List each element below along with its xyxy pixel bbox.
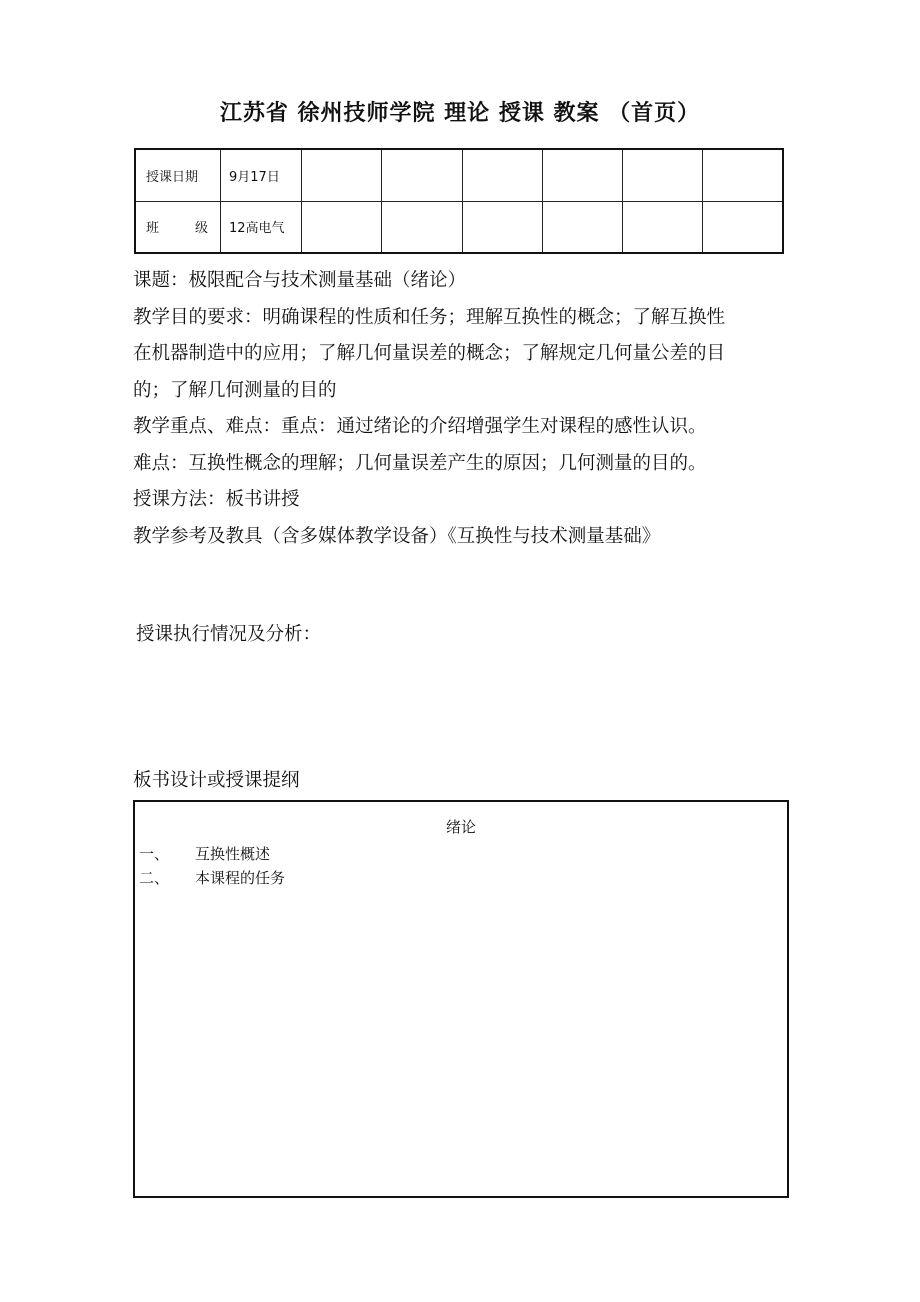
list-item-text: 互换性概述 (195, 845, 271, 863)
list-item-number: 二、 (139, 869, 170, 887)
class-value: 12高电气 (221, 201, 302, 253)
empty-cell (302, 149, 382, 201)
info-table (134, 148, 784, 254)
empty-cell (703, 201, 783, 253)
empty-cell (302, 201, 382, 253)
empty-cell (703, 149, 783, 201)
board-heading: 板书设计或授课提纲 (133, 770, 300, 791)
teaching-references: 教学参考及教具（含多媒体教学设备）《互换性与技术测量基础》 (133, 525, 661, 547)
teaching-method: 授课方法：板书讲授 (133, 489, 300, 510)
lesson-topic: 课题：极限配合与技术测量基础（绪论） (133, 270, 467, 291)
class-label-char: 级 (194, 221, 208, 237)
class-label (135, 201, 221, 253)
table-row-class (135, 201, 783, 253)
table-row-date (135, 149, 783, 201)
empty-cell (623, 149, 703, 201)
list-item (139, 867, 285, 888)
class-label-char: 班 (146, 221, 160, 237)
empty-cell (542, 201, 622, 253)
lesson-details (133, 263, 833, 555)
board-outline-box (133, 800, 789, 1198)
empty-cell (382, 149, 462, 201)
key-points: 教学重点、难点：重点：通过绪论的介绍增强学生对课程的感性认识。 (133, 416, 707, 437)
empty-cell (623, 201, 703, 253)
page-title: 江苏省 徐州技师学院 理论 授课 教案 （首页） (219, 101, 701, 126)
empty-cell (382, 201, 462, 253)
date-value: 9月17日 (221, 149, 302, 201)
execution-heading: 授课执行情况及分析： (136, 624, 322, 645)
teaching-objectives: 教学目的要求：明确课程的性质和任务；理解互换性的概念；了解互换性 (133, 306, 726, 328)
list-item-number: 一、 (139, 845, 170, 863)
empty-cell (462, 201, 542, 253)
empty-cell (462, 149, 542, 201)
list-item (139, 843, 270, 864)
list-item-text: 本课程的任务 (195, 869, 286, 887)
teaching-objectives-cont: 的；了解几何测量的目的 (133, 379, 337, 401)
teaching-objectives-cont: 在机器制造中的应用；了解几何量误差的概念；了解规定几何量公差的目 (133, 343, 726, 364)
empty-cell (542, 149, 622, 201)
date-label: 授课日期 (135, 149, 221, 201)
board-title: 绪论 (445, 818, 476, 836)
difficult-points: 难点：互换性概念的理解；几何量误差产生的原因；几何测量的目的。 (133, 452, 707, 474)
